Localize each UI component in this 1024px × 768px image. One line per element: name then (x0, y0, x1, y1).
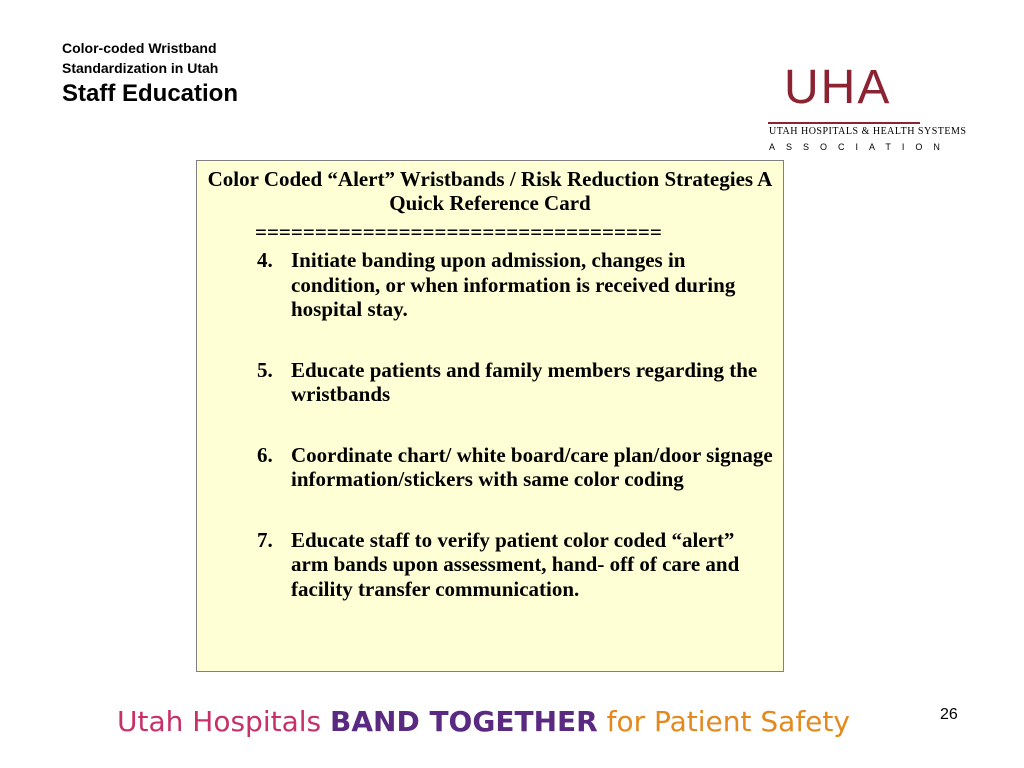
list-item (197, 443, 783, 492)
list-item (197, 528, 783, 602)
footer-part-band-together: BAND TOGETHER (330, 705, 598, 738)
card-title: Color Coded “Alert” Wristbands / Risk Reduction Strategies A Quick Reference Card (207, 167, 773, 215)
card-item-list (197, 248, 783, 601)
slide-header (62, 38, 238, 110)
list-item (197, 358, 783, 407)
item-text: Initiate banding upon admission, changes in condition, or when information is received during hospital stay. (291, 248, 736, 321)
logo-association-label: ASSOCIATION (769, 142, 951, 152)
item-number: 7. (257, 527, 273, 552)
item-text: Coordinate chart/ white board/care plan/door signage information/stickers with same color coding (291, 442, 773, 491)
item-number: 5. (257, 357, 273, 382)
list-item (197, 248, 783, 322)
item-text: Educate staff to verify patient color coded “alert” arm bands upon assessment, hand- off of care and facility transfer communication. (291, 527, 740, 601)
logo-rule (768, 122, 920, 124)
card-divider: ================================== (255, 220, 662, 244)
reference-card (196, 160, 784, 672)
logo-organization-name: UTAH HOSPITALS & HEALTH SYSTEMS (769, 126, 967, 137)
footer-part-patient-safety: for Patient Safety (597, 705, 850, 738)
page-number: 26 (940, 706, 958, 723)
item-number: 6. (257, 442, 273, 467)
item-text: Educate patients and family members regarding the wristbands (291, 357, 758, 406)
slide-title: Staff Education (62, 80, 239, 107)
header-line-1: Color-coded Wristband (62, 40, 217, 56)
header-line-2: Standardization in Utah (62, 60, 219, 76)
footer-part-utah-hospitals: Utah Hospitals (117, 705, 331, 738)
item-number: 4. (257, 248, 273, 272)
footer-slogan (117, 702, 850, 742)
logo-wordmark: UHA (784, 61, 892, 114)
uha-logo (768, 58, 967, 156)
